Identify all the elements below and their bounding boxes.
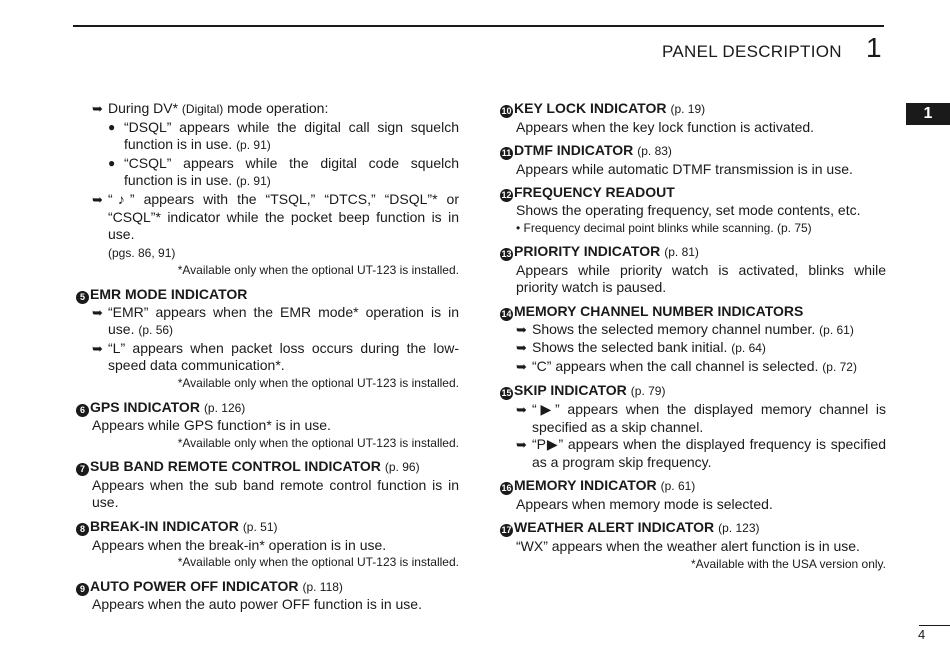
arrow-icon: ➥ [92,304,103,320]
chapter-number: 1 [866,32,882,63]
section-title: PRIORITY INDICATOR [514,243,661,260]
arrow-icon: ➥ [516,401,527,417]
arrow-icon: ➥ [516,321,527,337]
section-description: Appears when memory mode is selected. [516,495,773,512]
dv-intro: ➥ During DV* (Digital) mode operation: [76,100,459,119]
section-weather-alert: 17 WEATHER ALERT INDICATOR (p. 123) “WX” appears when the weather alert function is in use. *Available with the USA version only. [500,519,886,573]
footnote: *Available only when the optional UT-123 is installed. [177,435,459,450]
number-badge: 15 [501,388,512,399]
section-dtmf: 11 DTMF INDICATOR (p. 83) Appears while automatic DTMF transmission is in use. [500,142,886,178]
section-description: “WX” appears when the weather alert function is in use. [516,538,860,555]
section-title: DTMF INDICATOR [514,142,634,159]
section-title: SKIP INDICATOR [514,382,627,399]
number-badge: 7 [76,463,89,476]
section-title: MEMORY INDICATOR [514,477,657,494]
number-badge: 17 [501,525,512,536]
section-auto-power-off: 9 AUTO POWER OFF INDICATOR (p. 118) Appears when the auto power OFF function is in use. [76,578,459,614]
section-description: Appears when the auto power OFF function is in use. [92,596,422,613]
number-badge: 14 [501,308,512,319]
section-description: Appears while GPS function* is in use. [92,417,331,434]
section-key-lock: 10 KEY LOCK INDICATOR (p. 19) Appears when the key lock function is activated. [500,100,886,136]
section-frequency-readout [500,184,886,237]
dv-dsql-item: ● “DSQL” appears while the digital call sign squelch function is in use. (p. 91) [76,119,459,155]
section-description: Appears when the sub band remote control function is in use. [92,476,459,511]
section-sub-band-remote: 7 SUB BAND REMOTE CONTROL INDICATOR (p. 96) Appears when the sub band remote control function is in use. [76,458,459,512]
section-description: Appears while automatic DTMF transmission is in use. [516,160,853,177]
section-title: MEMORY CHANNEL NUMBER INDICATORS [514,302,804,319]
section-description: Shows the operating frequency, set mode contents, etc. [516,201,861,218]
section-title: AUTO POWER OFF INDICATOR [90,577,299,594]
number-badge: 8 [76,523,89,536]
section-memory: 16 MEMORY INDICATOR (p. 61) Appears when memory mode is selected. [500,477,886,513]
number-badge: 10 [501,106,512,116]
arrow-icon: ➥ [516,437,527,453]
section-memory-channel-number [500,303,886,376]
number-badge: 5 [76,291,89,304]
section-note: • Frequency decimal point blinks while scanning. (p. 75) [516,220,812,235]
footnote: *Available only when the optional UT-123 is installed. [177,375,459,390]
number-badge: 6 [76,404,89,417]
section-title: FREQUENCY READOUT [514,184,675,201]
list-item: ➥ “▶” appears when the displayed memory channel is specified as a skip channel. [516,400,886,435]
section-title: BREAK-IN INDICATOR [90,518,239,535]
header-rule [73,25,884,27]
page-number: 4 [918,627,926,642]
footer-rule [919,625,950,626]
section-priority: 13 PRIORITY INDICATOR (p. 81) Appears while priority watch is activated, blinks while priority watch is paused. [501,243,886,296]
section-skip: 15 SKIP INDICATOR (p. 79) ➥ “▶” appears when the displayed memory channel is specified as a skip channel. ➥ “P▶” appears when the displayed frequency is specified as a program skip frequency. [501,382,886,470]
number-badge: 9 [76,583,89,596]
dv-section [76,100,459,280]
section-title: KEY LOCK INDICATOR [514,100,667,116]
footnote: *Available only when the optional UT-123 is installed. [177,555,459,570]
arrow-icon: ➥ [92,340,103,356]
section-title: EMR MODE INDICATOR [90,285,248,302]
list-item: ➥ Shows the selected bank initial. (p. 64) [500,339,886,358]
list-item: ➥ “P▶” appears when the displayed frequency is specified as a program skip frequency. [516,436,886,470]
section-title: WEATHER ALERT INDICATOR [514,519,715,536]
list-item: ➥ “L” appears when packet loss occurs during the low-speed data communication*. [92,339,459,374]
bullet-icon: ● [108,155,116,170]
number-badge: 16 [501,483,512,494]
section-description: Appears when the key lock function is activated. [516,118,815,135]
list-item: ➥ “EMR” appears when the EMR mode* operation is in use. (p. 56) [76,304,459,340]
number-badge: 13 [501,249,512,260]
arrow-icon: ➥ [516,340,527,356]
arrow-icon: ➥ [516,358,527,374]
arrow-icon: ➥ [92,101,103,116]
section-description: Appears when the break-in* operation is in use. [92,536,387,553]
dv-csql-item: ● “CSQL” appears while the digital code squelch function is in use. (p. 91) [76,155,459,191]
section-description: Appears while priority watch is activated, blinks while priority watch is paused. [516,261,886,296]
section-title: SUB BAND REMOTE CONTROL INDICATOR [90,458,381,475]
number-badge: 12 [501,190,512,201]
section-title: GPS INDICATOR [90,398,200,415]
section-emr [76,286,459,393]
footnote: *Available with the USA version only. [691,556,886,571]
footnote: *Available only when the optional UT-123 is installed. [177,263,459,278]
left-column [76,100,459,620]
bullet-icon: ● [108,119,116,134]
pocket-beep-icon: ♪ [112,190,130,207]
right-column [500,100,886,579]
list-item: ➥ “C” appears when the call channel is selected. (p. 72) [500,358,886,377]
section-gps: 6 GPS INDICATOR (p. 126) Appears while GPS function* is in use. *Available only when the optional UT-123 is installed. [76,399,459,453]
arrow-icon: ➥ [92,191,103,207]
chapter-tab[interactable]: 1 [906,103,950,125]
list-item: ➥ Shows the selected memory channel number. (p. 61) [500,321,886,340]
section-break-in: 8 BREAK-IN INDICATOR (p. 51) Appears when the break-in* operation is in use. *Available only when the optional UT-123 is installed. [76,518,459,572]
page-title: PANEL DESCRIPTION [662,42,842,61]
dv-pocket-beep-item: ➥ “♪” appears with the “TSQL,” “DTCS,” “DSQL”* or “CSQL”* indicator while the pocket beep function is in use. (pgs. 86, 91) [76,191,459,262]
number-badge: 11 [501,148,512,159]
